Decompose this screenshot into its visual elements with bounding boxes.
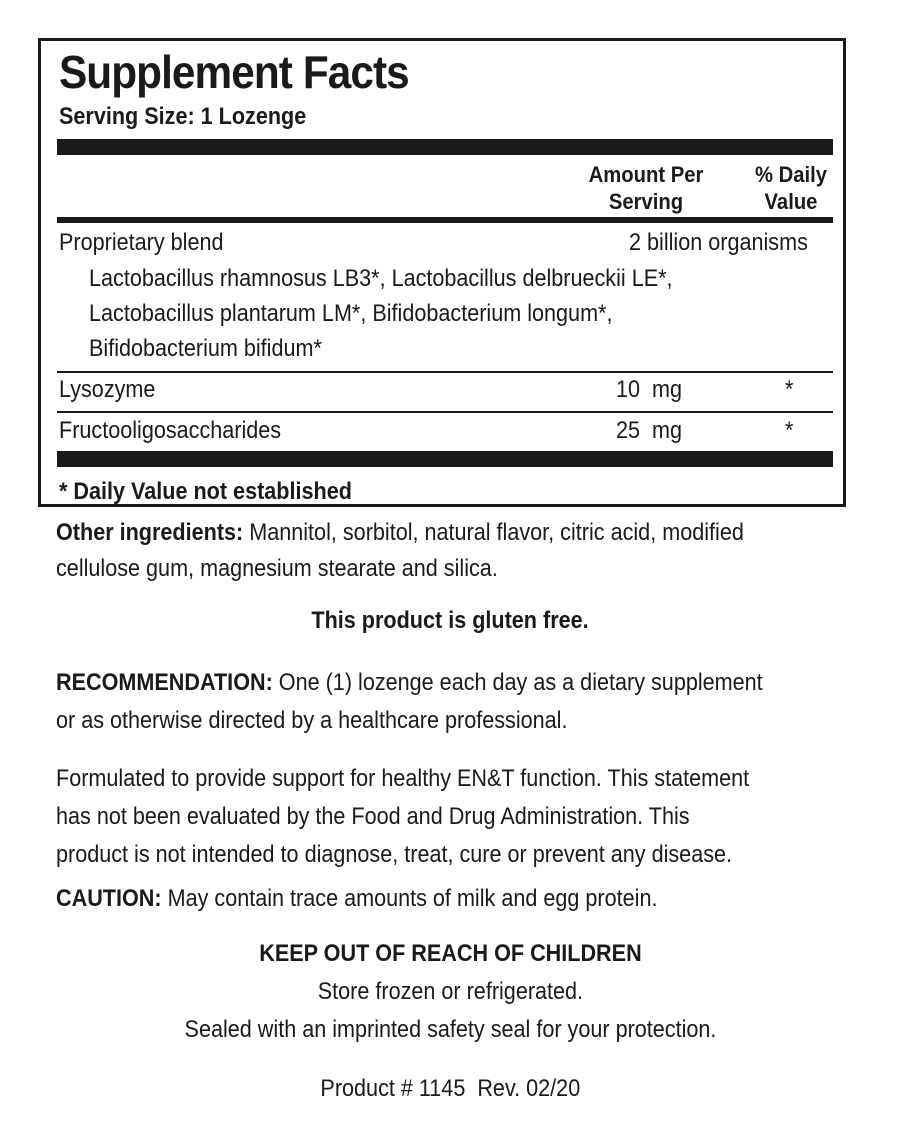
blend-strains-line3: Bifidobacterium bifidum* (89, 335, 322, 362)
supplement-facts-panel (38, 38, 846, 507)
storage-text: Store frozen or refrigerated. (317, 978, 583, 1005)
column-header-amount-line1: Amount Per (588, 162, 704, 187)
row-amount-fructooligosaccharides: 25 mg (616, 417, 683, 444)
panel-title: Supplement Facts (59, 46, 409, 98)
recommendation (56, 664, 763, 702)
column-header-amount (577, 161, 715, 215)
product-number-text: Product # 1145 Rev. 02/20 (320, 1075, 580, 1102)
daily-value-footnote: * Daily Value not established (59, 478, 352, 505)
other-ingredients-label: Other ingredients: (56, 519, 244, 546)
keep-out-text: KEEP OUT OF REACH OF CHILDREN (258, 940, 642, 967)
column-header-dv-line2: Value (764, 189, 818, 214)
fda-statement-line3: product is not intended to diagnose, treat, cure or prevent any disease. (56, 841, 733, 868)
column-header-amount-line2: Serving (608, 189, 684, 214)
recommendation-label: RECOMMENDATION: (56, 669, 273, 696)
other-ingredients (56, 514, 744, 552)
product-number (0, 1075, 900, 1103)
column-header-dv-line1: % Daily (754, 162, 827, 187)
divider-thick-top (57, 139, 833, 155)
row-name-fructooligosaccharides: Fructooligosaccharides (59, 417, 282, 444)
gluten-free-text: This product is gluten free. (311, 607, 589, 634)
other-ingredients-text-line1: Mannitol, sorbitol, natural flavor, citric acid, modified (243, 519, 744, 546)
other-ingredients-line2: cellulose gum, magnesium stearate and silica. (56, 555, 498, 582)
keep-out-warning (0, 940, 900, 968)
row-dv-lysozyme: * (785, 376, 794, 403)
gluten-free-notice (0, 607, 900, 635)
row-name-lysozyme: Lysozyme (59, 376, 156, 403)
serving-size: Serving Size: 1 Lozenge (59, 103, 307, 130)
blend-strains-line2: Lactobacillus plantarum LM*, Bifidobacterium longum*, (89, 300, 613, 327)
safety-seal-text: Sealed with an imprinted safety seal for your protection. (184, 1016, 716, 1043)
divider-row2 (57, 411, 833, 413)
blend-strains-line1: Lactobacillus rhamnosus LB3*, Lactobacillus delbrueckii LE*, (89, 265, 673, 292)
caution-text: May contain trace amounts of milk and egg protein. (161, 885, 658, 912)
divider-row1 (57, 371, 833, 373)
caution (56, 880, 657, 918)
row-amount-lysozyme: 10 mg (616, 376, 683, 403)
blend-amount: 2 billion organisms (629, 229, 808, 256)
divider-thick-bottom (57, 451, 833, 467)
column-header-daily-value (736, 161, 846, 215)
caution-label: CAUTION: (56, 885, 162, 912)
recommendation-line2: or as otherwise directed by a healthcare professional. (56, 707, 568, 734)
safety-seal-notice (0, 1016, 900, 1044)
fda-statement-line2: has not been evaluated by the Food and Drug Administration. This (56, 803, 690, 830)
divider-header (57, 217, 833, 223)
blend-name: Proprietary blend (59, 229, 224, 256)
row-dv-fructooligosaccharides: * (785, 417, 794, 444)
recommendation-text-line1: One (1) lozenge each day as a dietary supplement (272, 669, 763, 696)
storage-instructions (0, 978, 900, 1006)
fda-statement-line1: Formulated to provide support for healthy EN&T function. This statement (56, 765, 750, 792)
